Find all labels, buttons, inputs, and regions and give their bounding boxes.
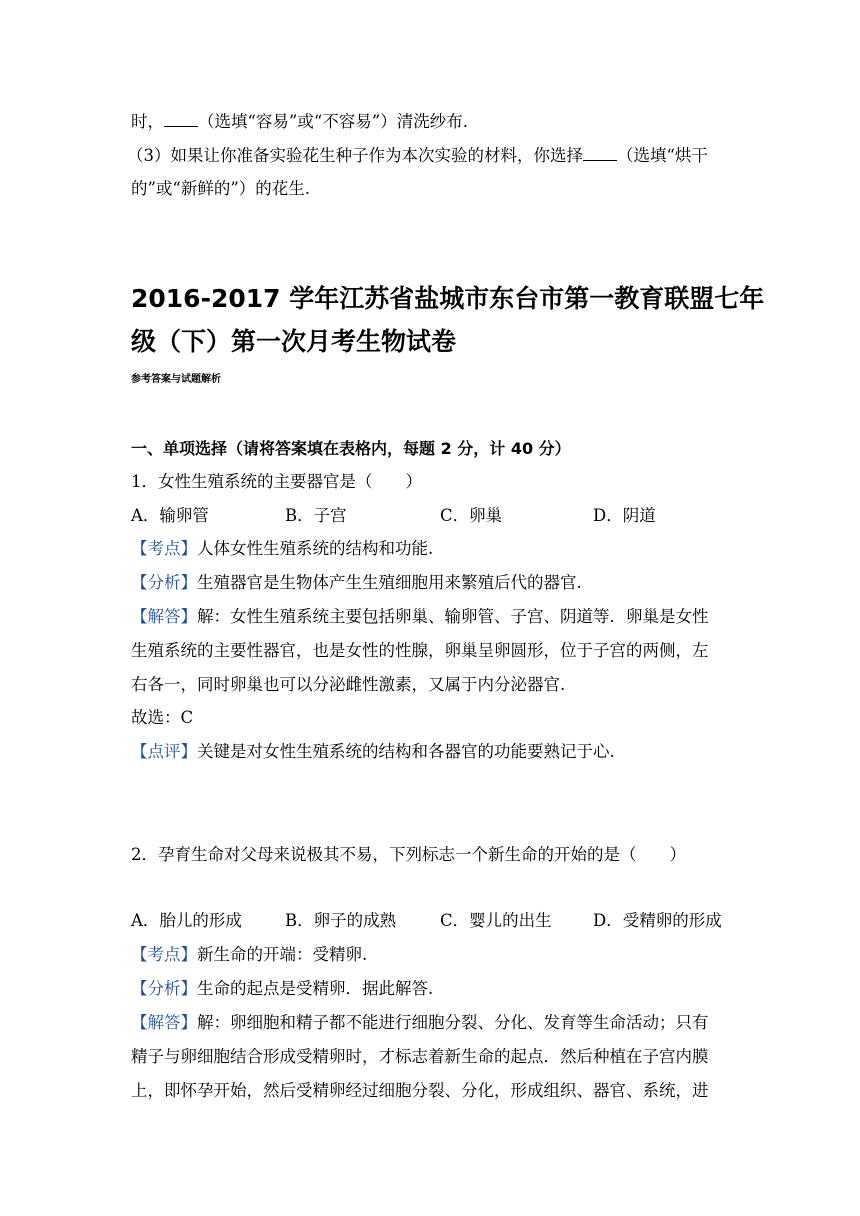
kaodian-tag: 【考点】 <box>131 539 197 558</box>
q2-jieda-2: 精子与卵细胞结合形成受精卵时，才标志着新生命的起点．然后种植在子宫内膜 <box>131 1047 709 1066</box>
q2-jieda-1: 【解答】解：卵细胞和精子都不能进行细胞分裂、分化、发育等生命活动；只有 <box>131 1013 709 1032</box>
page-subtitle: 参考答案与试题解析 <box>131 374 221 385</box>
question-1-stem: 1．女性生殖系统的主要器官是（ ） <box>131 472 422 491</box>
dianping-tag: 【点评】 <box>131 742 197 761</box>
q1-dianping: 【点评】关键是对女性生殖系统的结构和各器官的功能要熟记于心. <box>131 742 615 761</box>
continuation-line-2: （3）如果让你准备实验花生种子作为本次实验的材料，你选择 （选填“烘干 <box>127 146 708 165</box>
q1-fenxi: 【分析】生殖器官是生物体产生生殖细胞用来繁殖后代的器官. <box>131 573 582 592</box>
q2-fenxi: 【分析】生命的起点是受精卵．据此解答. <box>131 979 434 998</box>
q1-jieda-1: 【解答】解：女性生殖系统主要包括卵巢、输卵管、子宫、阴道等．卵巢是女性 <box>131 607 709 626</box>
continuation-line-3: 的”或“新鲜的”）的花生. <box>131 179 311 198</box>
page-title-line-1: 2016-2017 学年江苏省盐城市东台市第一教育联盟七年 <box>131 284 765 313</box>
fenxi-tag: 【分析】 <box>131 979 197 998</box>
q1-jieda-3: 右各一，同时卵巢也可以分泌雌性激素，又属于内分泌器官. <box>131 675 566 694</box>
option-c: C．卵巢 <box>440 506 503 525</box>
continuation-line-1: 时， （选填“容易”或“不容易”）清洗纱布. <box>131 112 468 131</box>
option-b: B．卵子的成熟 <box>285 911 397 930</box>
jieda-tag: 【解答】 <box>131 607 197 626</box>
option-d: D．阴道 <box>593 506 656 525</box>
jieda-tag: 【解答】 <box>131 1013 197 1032</box>
q2-jieda-3: 上，即怀孕开始，然后受精卵经过细胞分裂、分化，形成组织、器官、系统，进 <box>131 1081 709 1100</box>
q1-jieda-2: 生殖系统的主要性器官，也是女性的性腺，卵巢呈卵圆形，位于子宫的两侧，左 <box>131 641 709 660</box>
q1-kaodian: 【考点】人体女性生殖系统的结构和功能. <box>131 539 434 558</box>
q1-answer: 故选：C <box>131 708 194 727</box>
option-b: B．子宫 <box>285 506 347 525</box>
answer-blank <box>164 112 198 127</box>
option-c: C．婴儿的出生 <box>440 911 552 930</box>
answer-blank <box>583 146 617 161</box>
option-a: A．输卵管 <box>131 506 209 525</box>
kaodian-tag: 【考点】 <box>131 945 197 964</box>
option-a: A．胎儿的形成 <box>131 911 242 930</box>
fenxi-tag: 【分析】 <box>131 573 197 592</box>
section-heading: 一、单项选择（请将答案填在表格内，每题 2 分，计 40 分） <box>131 439 571 458</box>
q2-kaodian: 【考点】新生命的开端：受精卵. <box>131 945 368 964</box>
page-title-line-2: 级（下）第一次月考生物试卷 <box>131 327 457 356</box>
option-d: D．受精卵的形成 <box>593 911 722 930</box>
question-2-stem: 2．孕育生命对父母来说极其不易，下列标志一个新生命的开始的是（ ） <box>131 845 686 864</box>
